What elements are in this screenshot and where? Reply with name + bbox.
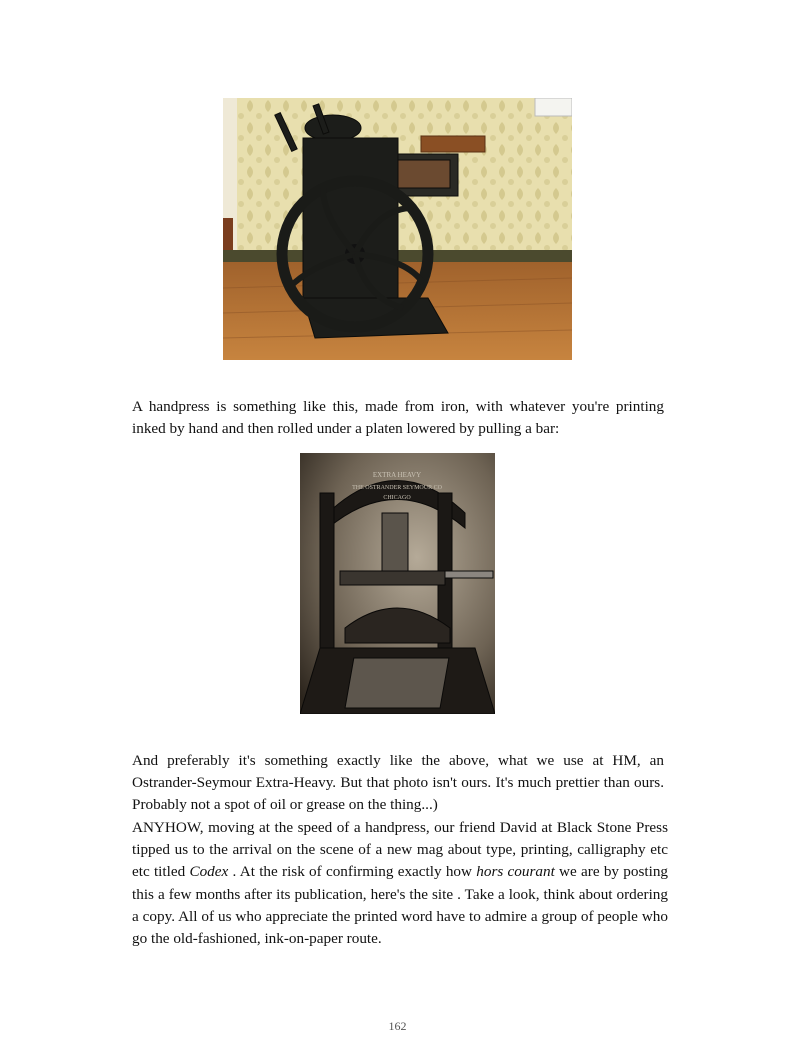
paragraph-handpress-intro: A handpress is something like this, made from iron, with whatever you're printing inked by hand and then rolled under a platen lowered by pulling a bar: (132, 398, 664, 438)
press-arch-text-2: THE OSTRANDER SEYMOUR CO (352, 485, 442, 491)
paragraph3-text-2: . At the risk of confirming exactly how (228, 863, 477, 881)
press-arch-text-3: CHICAGO (383, 495, 411, 501)
press-arch-text-1: EXTRA HEAVY (372, 471, 422, 479)
platen-press-photo (223, 98, 572, 360)
page-number: 162 (388, 1019, 407, 1033)
paragraph3-text-3: we are by posting this a few months after its publication, here's the site . Take a look, think about ordering a copy. All of us who appreciate the printed word have to admire a group of people who go the old-fashioned, ink-on-paper route. (132, 863, 669, 948)
paragraph3-text-1: ANYHOW, moving at the speed of a handpress, our friend David at Black Stone Press tipped us to the arrival on the scene of a new mag about type, printing, calligraphy etc etc titled (132, 819, 668, 881)
codex-title: Codex (189, 863, 229, 881)
handpress-photo (300, 453, 495, 714)
paragraph-ostrander-seymour: And preferably it's something exactly like the above, what we use at HM, an Ostrander-Seymour Extra-Heavy. But that photo isn't ours. It's much prettier than ours. Probably not a spot of oil or grease on the thing...) (132, 752, 664, 814)
paragraph-codex-magazine (132, 817, 668, 950)
hors-courant-phrase: hors courant (476, 863, 555, 881)
